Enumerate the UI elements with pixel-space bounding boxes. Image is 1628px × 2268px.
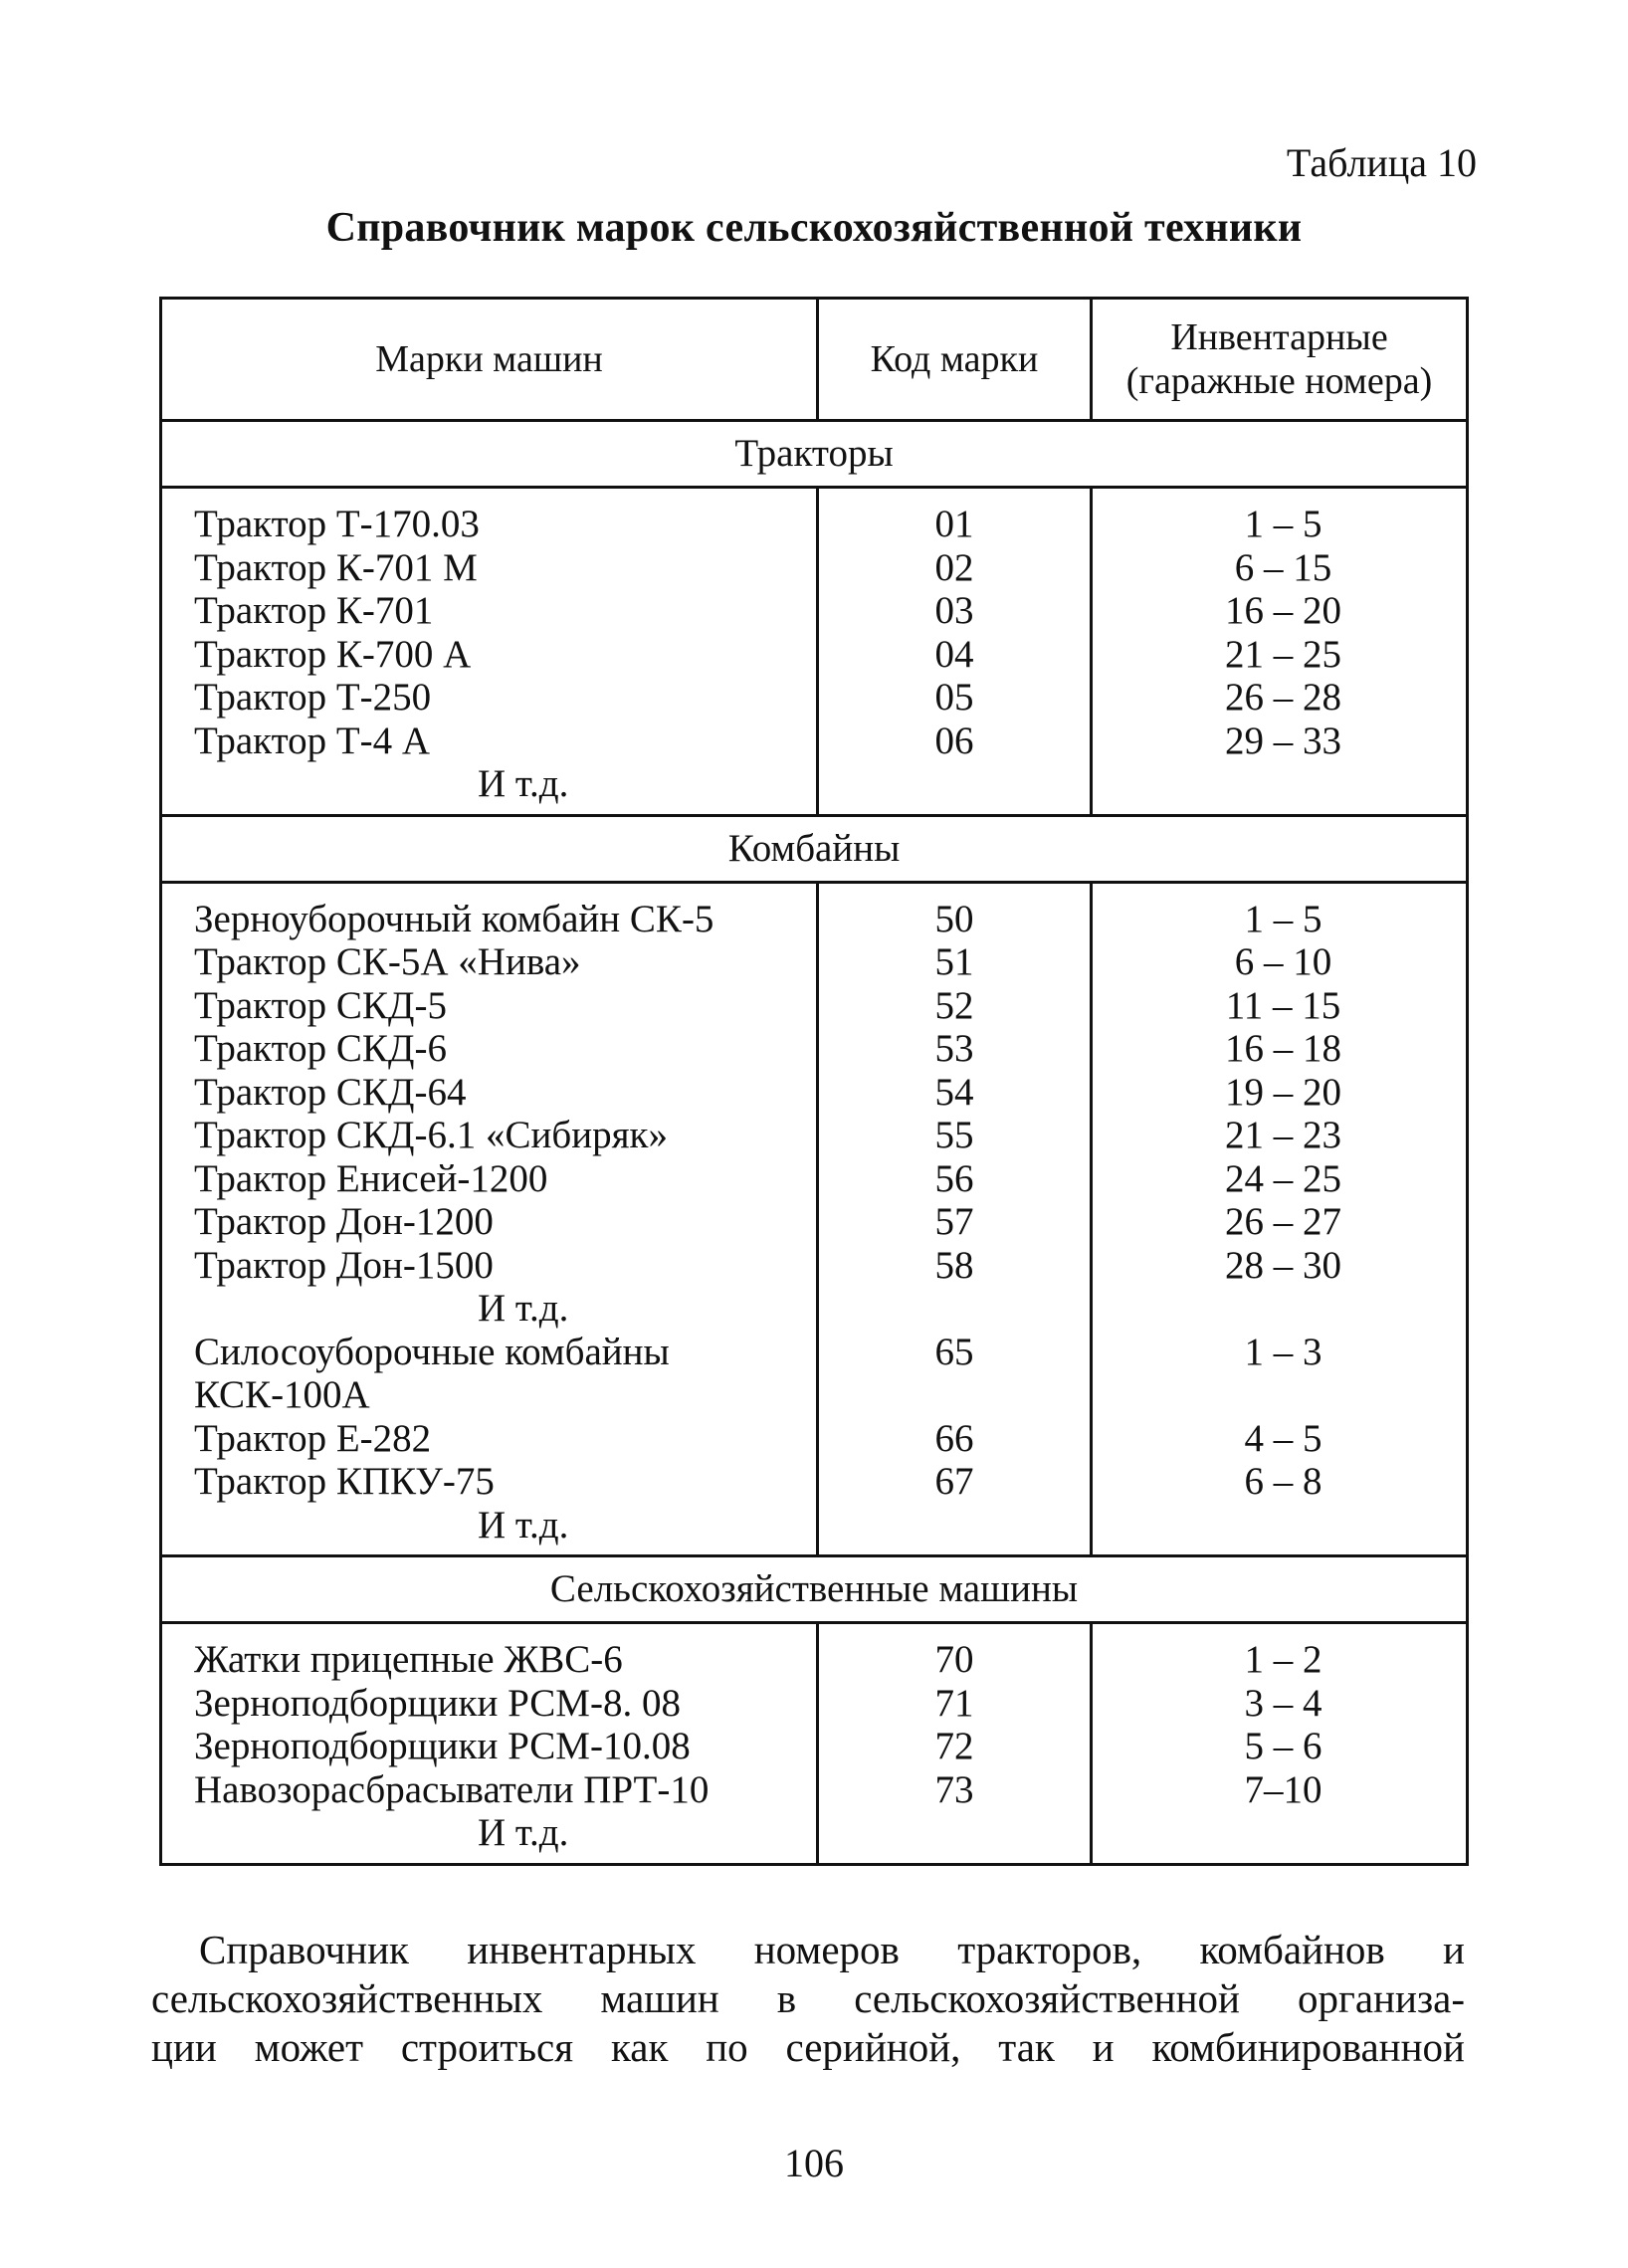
paragraph-line: Справочник инвентарных номеров тракторов, комбайнов и (199, 1927, 1465, 1972)
brand-code: 52 (934, 983, 974, 1027)
brand-code: 04 (934, 632, 974, 676)
inventory-range: 29 – 33 (1225, 719, 1341, 762)
section-title: Комбайны (161, 815, 1468, 882)
etc-label: И т.д. (478, 1811, 569, 1854)
machine-name: Трактор К-701 М (194, 545, 478, 589)
table-title: Справочник марок сельскохозяйственной техники (325, 205, 1303, 251)
names-cell (161, 882, 818, 1556)
ranges-cell (1092, 882, 1468, 1556)
spacer (819, 1287, 1090, 1331)
machine-name: Трактор К-700 А (194, 632, 472, 676)
inventory-range: 26 – 28 (1225, 676, 1341, 719)
brand-code: 53 (934, 1027, 974, 1070)
inventory-range: 26 – 27 (1225, 1200, 1341, 1243)
header-code: Код марки (818, 299, 1092, 421)
brand-code: 51 (934, 940, 974, 983)
section-body-agri-machines (161, 1623, 1468, 1865)
brand-code: 05 (934, 676, 974, 719)
machine-name: Трактор СК-5А «Нива» (194, 940, 581, 983)
machine-name: Зерноподборщики РСМ-10.08 (194, 1725, 691, 1767)
brand-code: 02 (934, 545, 974, 589)
brand-code: 73 (934, 1767, 974, 1811)
etc-label: И т.д. (478, 1503, 569, 1546)
section-title: Тракторы (161, 421, 1468, 488)
machine-name: Трактор КПКУ-75 (194, 1460, 495, 1503)
machine-name: Зерноподборщики РСМ-8. 08 (194, 1681, 681, 1725)
machine-name: Трактор Дон-1200 (194, 1200, 494, 1243)
inventory-range: 21 – 25 (1225, 632, 1341, 676)
inventory-range: 11 – 15 (1225, 983, 1341, 1027)
brand-code: 54 (934, 1070, 974, 1114)
tractor-brands-table (159, 297, 1469, 1866)
inventory-range: 5 – 6 (1244, 1725, 1323, 1767)
inventory-range: 3 – 4 (1244, 1681, 1323, 1725)
machine-name: Зерноуборочный комбайн СК-5 (194, 897, 714, 940)
brand-code: 72 (934, 1725, 974, 1767)
section-row-agri-machines (161, 1556, 1468, 1623)
names-cell (161, 488, 818, 816)
inventory-range: 21 – 23 (1225, 1114, 1341, 1156)
inventory-range: 4 – 5 (1244, 1416, 1323, 1460)
inventory-range: 7–10 (1244, 1767, 1323, 1811)
inventory-range: 1 – 5 (1244, 503, 1323, 545)
spacer (1101, 1373, 1466, 1417)
codes-cell (818, 488, 1092, 816)
inventory-range: 24 – 25 (1225, 1156, 1341, 1200)
machine-name: Навозорасбрасыватели ПРТ-10 (194, 1767, 710, 1811)
brand-code: 66 (934, 1416, 974, 1460)
names-cell (161, 1623, 818, 1865)
machine-name: Трактор Дон-1500 (194, 1243, 494, 1287)
section-row-combines (161, 815, 1468, 882)
etc-label: И т.д. (478, 1287, 569, 1330)
ranges-cell (1092, 1623, 1468, 1865)
brand-code: 71 (934, 1681, 974, 1725)
header-brands: Марки машин (161, 299, 818, 421)
brand-code: 65 (934, 1330, 974, 1373)
paragraph-line: ции может строиться как по серийной, так и комбинированной (151, 2024, 1465, 2070)
brand-code: 50 (934, 897, 974, 940)
inventory-range: 1 – 5 (1244, 897, 1323, 940)
brand-code: 03 (934, 589, 974, 632)
spacer (1101, 1287, 1466, 1331)
section-row-tractors (161, 421, 1468, 488)
brand-code: 01 (934, 503, 974, 545)
machine-name: Трактор СКД-5 (194, 983, 447, 1027)
brand-code: 56 (934, 1156, 974, 1200)
machine-name: Силосоуборочные комбайны (194, 1330, 670, 1373)
ranges-cell (1092, 488, 1468, 816)
page-number: 106 (784, 2141, 844, 2185)
brand-code: 06 (934, 719, 974, 762)
brand-code: 58 (934, 1243, 974, 1287)
machine-name: Трактор Е-282 (194, 1416, 432, 1460)
machine-name: Трактор Енисей-1200 (194, 1156, 548, 1200)
machine-name: КСК-100А (194, 1373, 370, 1416)
section-title: Сельскохозяйственные машины (161, 1556, 1468, 1623)
inventory-range: 19 – 20 (1225, 1070, 1341, 1114)
section-body-tractors (161, 488, 1468, 816)
body-paragraph (151, 1926, 1465, 2072)
machine-name: Трактор Т-250 (194, 676, 432, 719)
inventory-range: 28 – 30 (1225, 1243, 1341, 1287)
paragraph-line: сельскохозяйственных машин в сельскохозяйственной организа- (151, 1975, 1465, 2021)
inventory-range: 16 – 20 (1225, 589, 1341, 632)
header-inventory-line1: Инвентарные (1170, 316, 1388, 358)
brand-code: 57 (934, 1200, 974, 1243)
brand-code: 55 (934, 1114, 974, 1156)
inventory-range: 6 – 10 (1234, 940, 1332, 983)
machine-name: Жатки прицепные ЖВС-6 (194, 1638, 623, 1681)
inventory-range: 6 – 8 (1244, 1460, 1323, 1503)
codes-cell (818, 1623, 1092, 1865)
header-inventory-line2: (гаражные номера) (1125, 360, 1433, 402)
brand-code: 70 (934, 1638, 974, 1681)
machine-name: Трактор К-701 (194, 589, 434, 632)
machine-name: Трактор СКД-6 (194, 1027, 447, 1070)
inventory-range: 16 – 18 (1225, 1027, 1341, 1070)
machine-name: Трактор Т-4 А (194, 719, 431, 762)
machine-name: Трактор Т-170.03 (194, 503, 480, 545)
header-inventory (1092, 299, 1468, 421)
section-body-combines (161, 882, 1468, 1556)
inventory-range: 1 – 2 (1244, 1638, 1323, 1681)
codes-cell (818, 882, 1092, 1556)
brand-code: 67 (934, 1460, 974, 1503)
machine-name: Трактор СКД-6.1 «Сибиряк» (194, 1114, 668, 1156)
table-label: Таблица 10 (1286, 140, 1477, 185)
inventory-range: 1 – 3 (1244, 1330, 1323, 1373)
inventory-range: 6 – 15 (1234, 545, 1332, 589)
spacer (819, 1373, 1090, 1417)
machine-name: Трактор СКД-64 (194, 1070, 467, 1114)
etc-label: И т.д. (478, 762, 569, 805)
table-header-row (161, 299, 1468, 421)
